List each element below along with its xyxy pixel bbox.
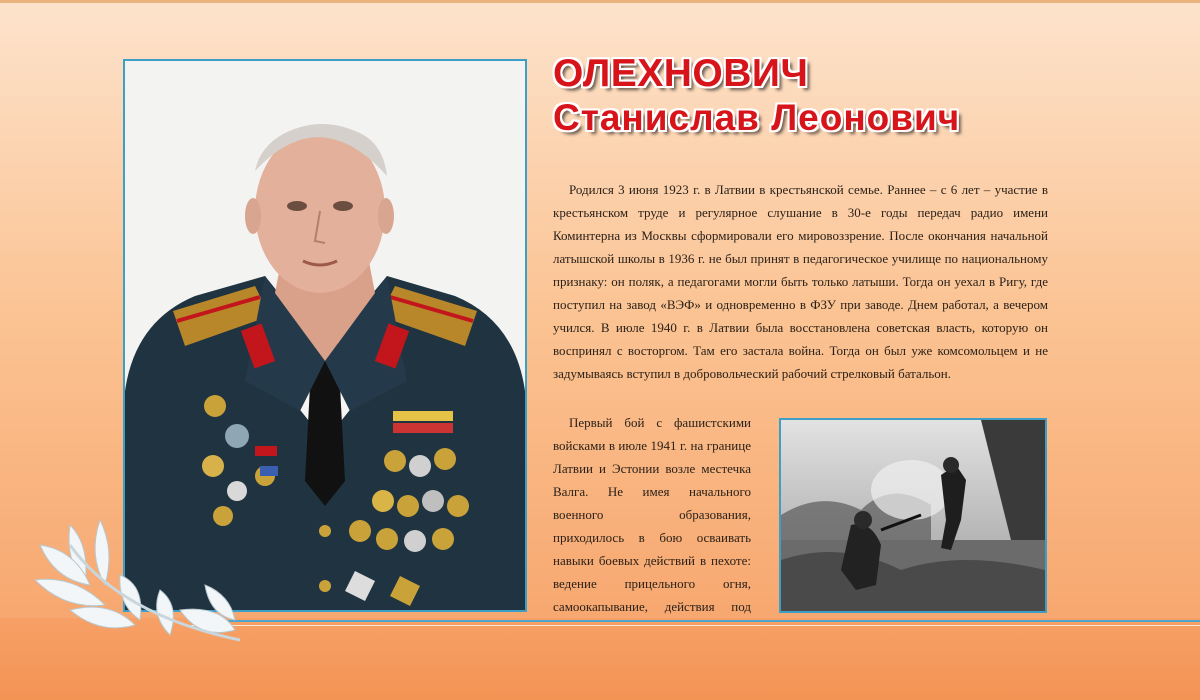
bio-paragraph-1: Родился 3 июня 1923 г. в Латвии в крестьянской семье. Раннее – с 6 лет – участие в крестьянском труде и регулярное слушание в 30-е годы передач радио имени Коминтерна из Москвы сформировали его мировоззрение. После окончания начальной латышской школы в 1936 г. не был принят в педагогическое училище по национальному признаку: он поляк, а педагогами могли быть только латыши. Тогда он уехал в Ригу, где поступил на завод «ВЭФ» и одновременно в ФЗУ при заводе. Днем работал, а вечером учился. В июле 1940 г. в Латвии была восстановлена советская власть, которую он воспринял с восторгом. Там его застала война. Тогда он был уже комсомольцем и не задумываясь вступил в добровольческий рабочий стрелковый батальон.: [553, 182, 1048, 381]
surname: ОЛЕХНОВИЧ: [553, 52, 809, 95]
war-photo: [779, 418, 1047, 613]
bottom-divider: [190, 620, 1200, 622]
given-names: Станислав Леонович: [553, 96, 961, 138]
bio-paragraph-2: Первый бой с фашистскими войсками в июле 1941 г. на границе Латвии и Эстонии возле местечка Валга. Не имея начального военного образования, приходилось в бою осваивать навыки боевых действий в пехоте: ведение прицельного огня, самоокапывание, действия под: [553, 415, 751, 614]
laurel-branch-icon: [30, 505, 260, 655]
bottom-divider-highlight: [190, 625, 1200, 626]
top-rule: [0, 0, 1200, 3]
page-title: [553, 52, 960, 139]
